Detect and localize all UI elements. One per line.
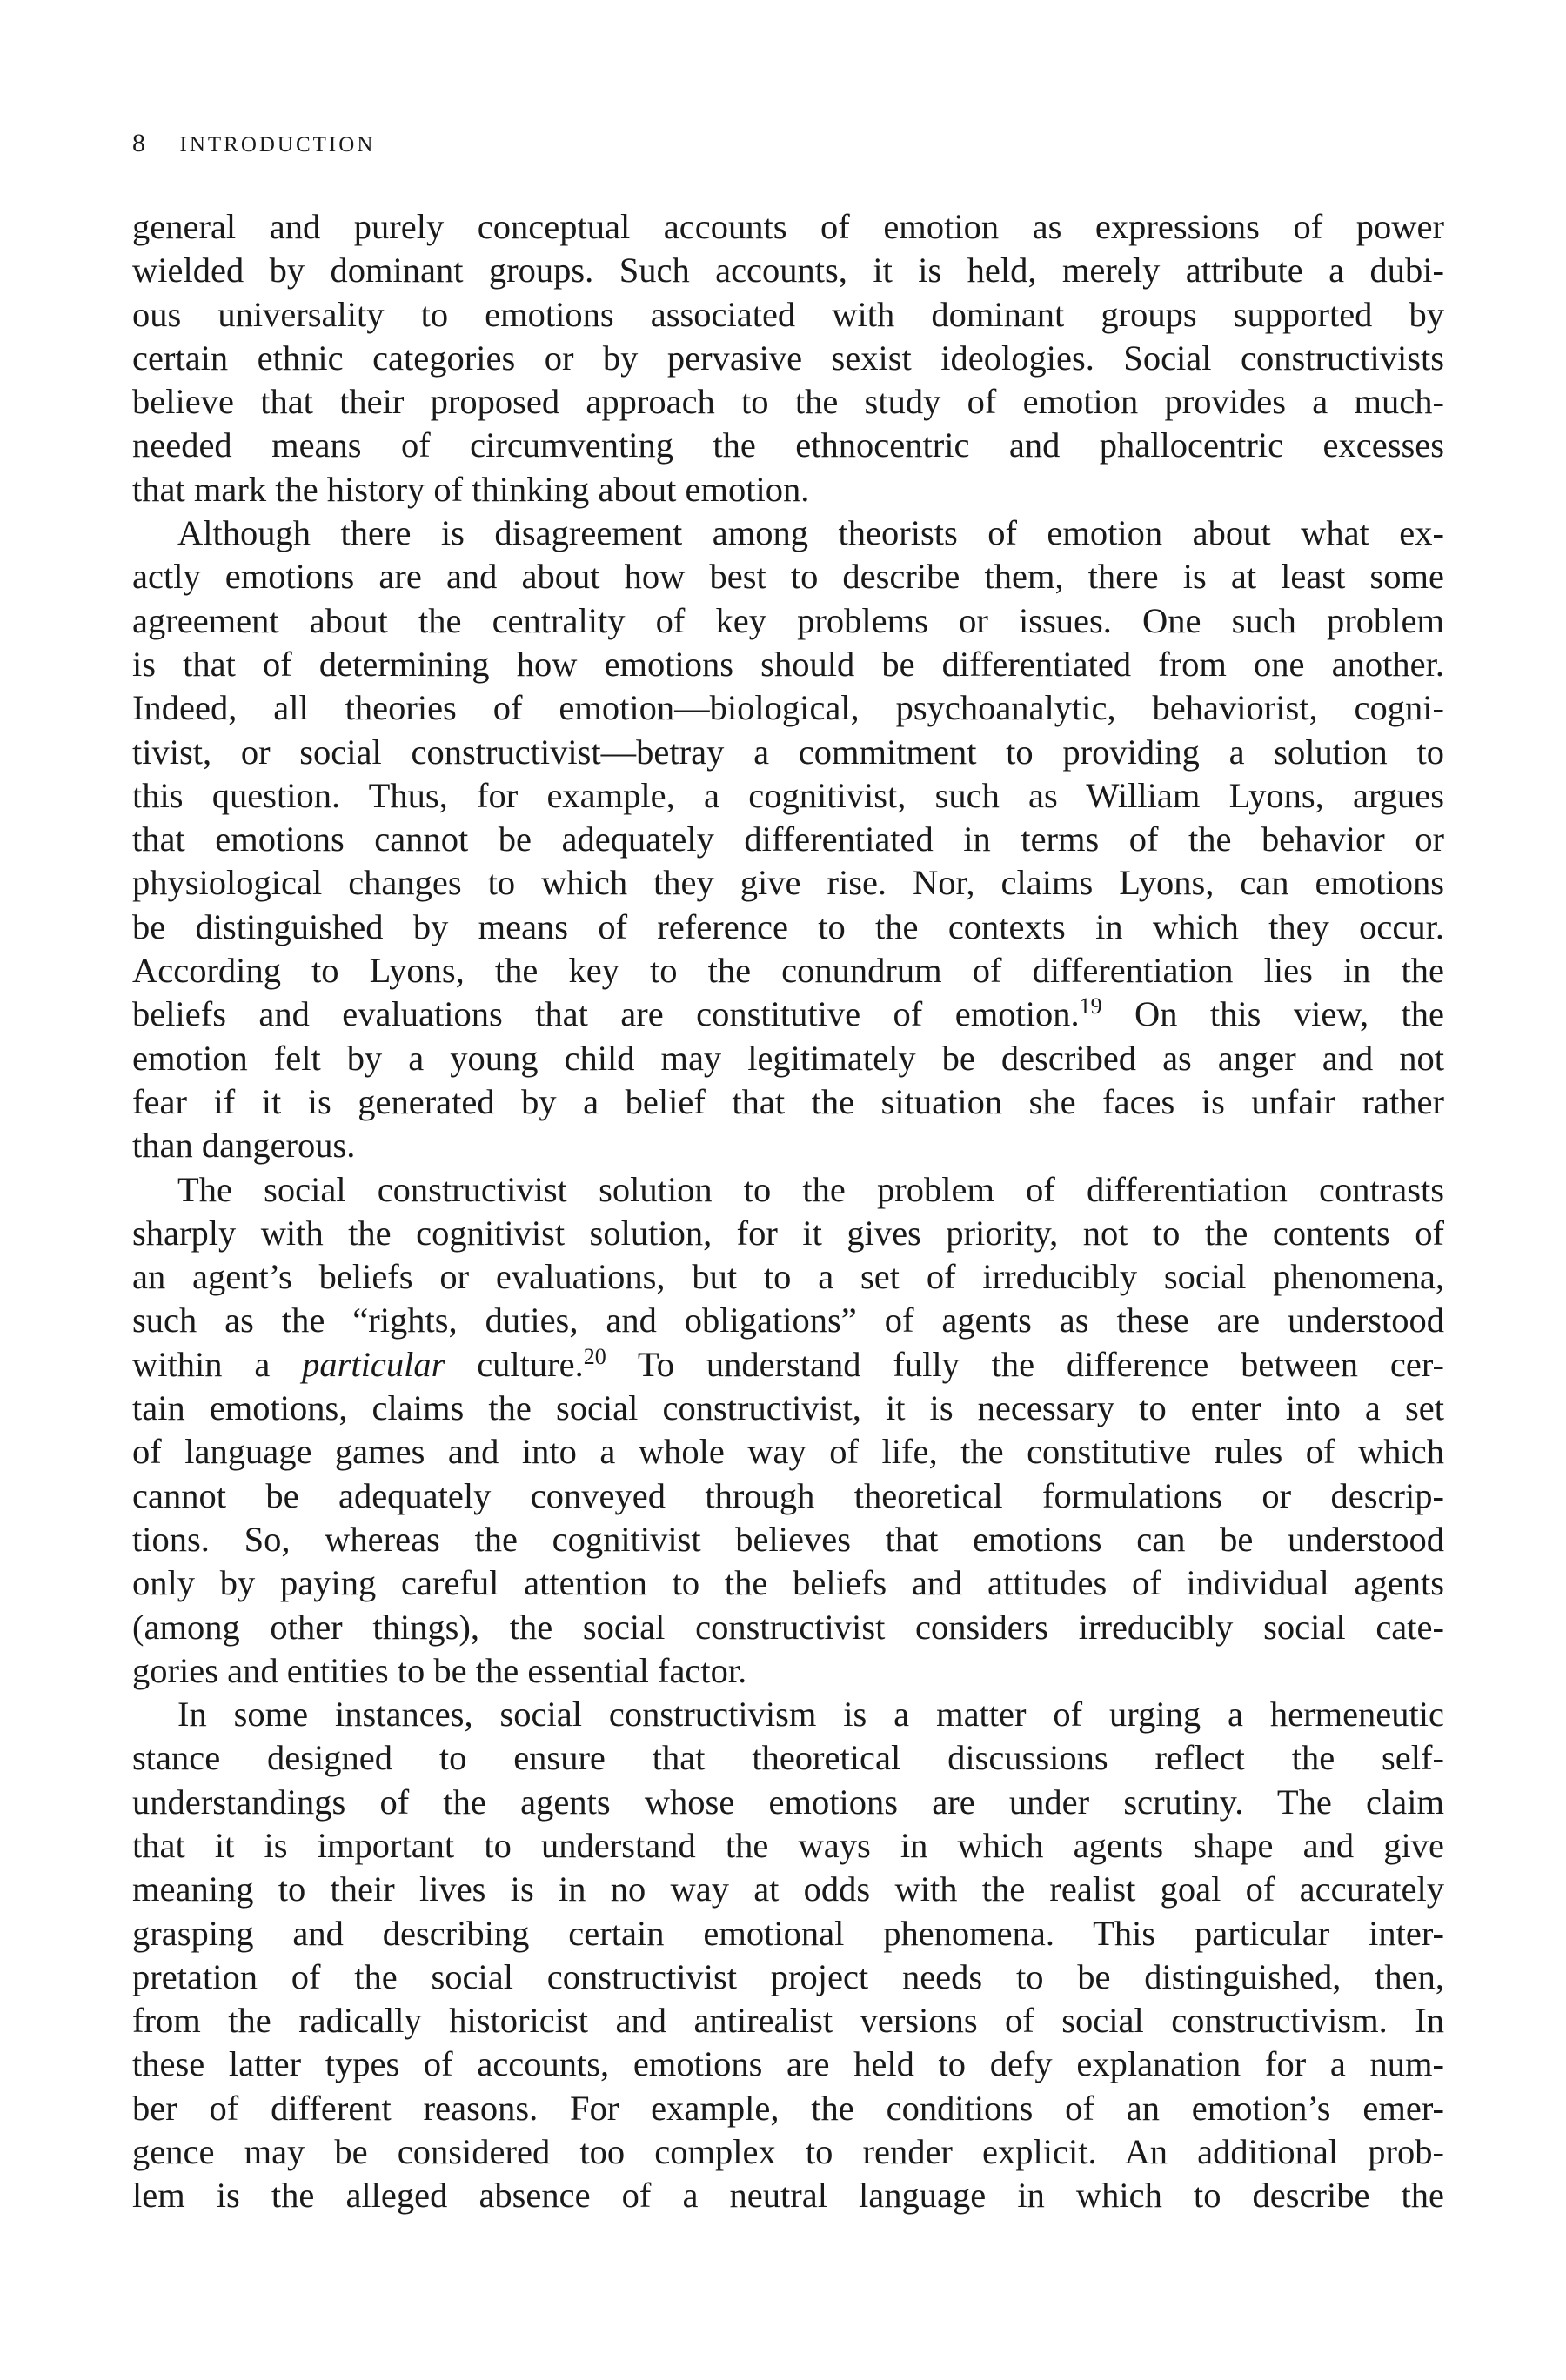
text-line: of language games and into a whole way of life, the constitutive rules of which: [132, 1432, 1444, 1472]
text-line: needed means of circumventing the ethnocentric and phallocentric excesses: [132, 425, 1444, 465]
text-line: wielded by dominant groups. Such accounts, it is held, merely attribute a dubi-: [132, 251, 1444, 291]
text-line: Although there is disagreement among theorists of emotion about what ex-: [177, 513, 1444, 553]
text-line: physiological changes to which they give rise. Nor, claims Lyons, can emotions: [132, 863, 1444, 903]
paragraph: [132, 1168, 1444, 1694]
text-line: actly emotions are and about how best to describe them, there is at least some: [132, 557, 1444, 597]
running-title: introduction: [179, 124, 376, 158]
text-line: grasping and describing certain emotional phenomena. This particular inter-: [132, 1913, 1444, 1953]
text-line: from the radically historicist and antirealist versions of social constructivism. In: [132, 2001, 1444, 2041]
running-header: [132, 124, 375, 161]
paragraph: [132, 511, 1444, 1167]
text-line: such as the “rights, duties, and obligations” of agents as these are understood: [132, 1300, 1444, 1340]
text-line: In some instances, social constructivism is a matter of urging a hermeneutic: [177, 1695, 1444, 1735]
text-line: ous universality to emotions associated with dominant groups supported by: [132, 294, 1444, 334]
text-line: that emotions cannot be adequately differentiated in terms of the behavior or: [132, 819, 1444, 859]
paragraph: [132, 205, 1444, 511]
text-line: believe that their proposed approach to the study of emotion provides a much-: [132, 382, 1444, 422]
text-line: that mark the history of thinking about emotion.: [132, 469, 810, 509]
text-line: pretation of the social constructivist project needs to be distinguished, then,: [132, 1956, 1444, 1996]
text-line: According to Lyons, the key to the conundrum of differentiation lies in the: [132, 951, 1444, 991]
body-text: [132, 205, 1444, 2218]
text-line: certain ethnic categories or by pervasive sexist ideologies. Social constructivists: [132, 338, 1444, 378]
text-fragment: beliefs and evaluations that are constitutive of emotion.: [132, 994, 1080, 1034]
text-line: general and purely conceptual accounts of emotion as expressions of power: [132, 207, 1444, 246]
text-line: fear if it is generated by a belief that the situation she faces is unfair rather: [132, 1081, 1444, 1121]
text-line: agreement about the centrality of key problems or issues. One such problem: [132, 600, 1444, 640]
text-line: [132, 993, 1444, 1036]
text-line: tions. So, whereas the cognitivist believes that emotions can be understood: [132, 1519, 1444, 1559]
text-line: understandings of the agents whose emotions are under scrutiny. The claim: [132, 1782, 1444, 1822]
text-line: ber of different reasons. For example, the conditions of an emotion’s emer-: [132, 2088, 1444, 2128]
text-line: stance designed to ensure that theoretical discussions reflect the self-: [132, 1738, 1444, 1778]
text-line: tain emotions, claims the social constructivist, it is necessary to enter into a set: [132, 1388, 1444, 1428]
text-line: tivist, or social constructivist—betray a commitment to providing a solution to: [132, 732, 1444, 772]
text-line: The social constructivist solution to the problem of differentiation contrasts: [177, 1169, 1444, 1209]
text-line: be distinguished by means of reference to the contexts in which they occur.: [132, 906, 1444, 946]
text-line: emotion felt by a young child may legitimately be described as anger and not: [132, 1038, 1444, 1078]
text-line: than dangerous.: [132, 1126, 356, 1166]
text-line: meaning to their lives is in no way at odds with the realist goal of accurately: [132, 1869, 1444, 1909]
paragraph: [132, 1693, 1444, 2218]
text-line: is that of determining how emotions should be differentiated from one another.: [132, 644, 1444, 684]
footnote-ref-19[interactable]: 19: [1079, 993, 1102, 1020]
text-line: only by paying careful attention to the beliefs and attitudes of individual agents: [132, 1563, 1444, 1603]
text-line: this question. Thus, for example, a cognitivist, such as William Lyons, argues: [132, 775, 1444, 815]
footnote-ref-20[interactable]: 20: [583, 1343, 606, 1369]
text-line: lem is the alleged absence of a neutral language in which to describe the: [132, 2176, 1444, 2216]
text-line: sharply with the cognitivist solution, for it gives priority, not to the contents of: [132, 1213, 1444, 1253]
text-line: gories and entities to be the essential factor.: [132, 1650, 747, 1690]
text-line: [132, 1343, 1444, 1387]
text-line: cannot be adequately conveyed through theoretical formulations or descrip-: [132, 1475, 1444, 1515]
text-fragment: culture.: [445, 1344, 584, 1384]
text-fragment: To understand fully the difference between cer-: [606, 1344, 1444, 1384]
text-line: that it is important to understand the ways in which agents shape and give: [132, 1825, 1444, 1865]
text-line: (among other things), the social constructivist considers irreducibly social cate-: [132, 1607, 1444, 1647]
text-fragment: On this view, the: [1101, 994, 1444, 1034]
text-line: these latter types of accounts, emotions are held to defy explanation for a num-: [132, 2044, 1444, 2084]
page-number: 8: [132, 129, 147, 157]
italic-word: particular: [302, 1344, 445, 1384]
text-line: gence may be considered too complex to render explicit. An additional prob-: [132, 2132, 1444, 2172]
text-line: Indeed, all theories of emotion—biological, psychoanalytic, behaviorist, cogni-: [132, 688, 1444, 728]
text-line: an agent’s beliefs or evaluations, but to a set of irreducibly social phenomena,: [132, 1257, 1444, 1297]
text-fragment: within a: [132, 1344, 303, 1384]
